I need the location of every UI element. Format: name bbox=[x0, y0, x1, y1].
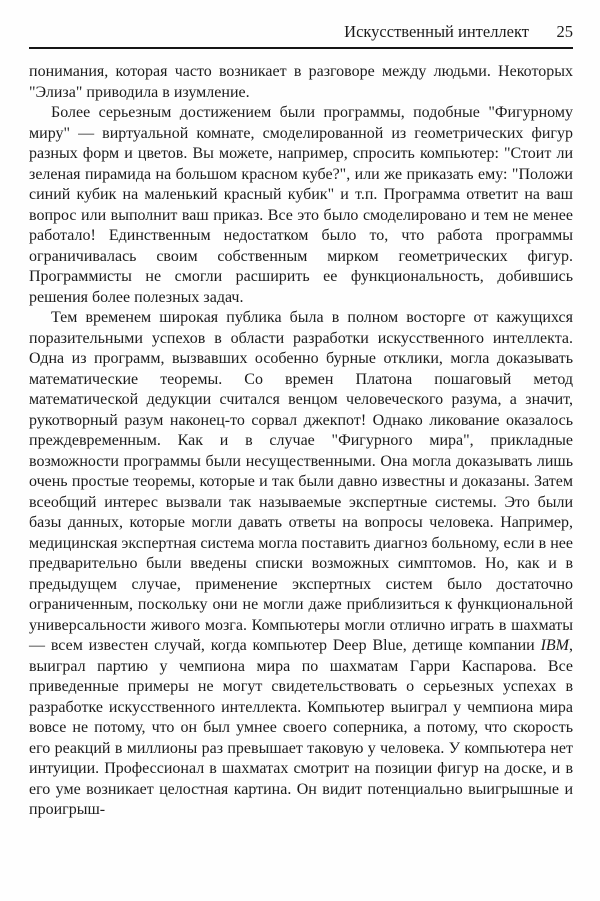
paragraph bbox=[29, 103, 573, 308]
text-run: Тем временем широкая публика была в полном восторге от кажущихся поразительными успехов в области разработки искусственного интеллекта. Одна из программ, вызвавших особенно бурные отклики, могла доказывать математические теоремы. Со времен Платона пошаговый метод математической дедукции считался венцом человеческого разума, а значит, рукотворный разум наконец-то сорвал джекпот! Однако ликование оказалось преждевременным. Как и в случае "Фигурного мира", прикладные возможности программы были несущественными. Она могла доказывать лишь очень простые теоремы, которые и так были давно известны и доказаны. Затем всеобщий интерес вызвали так называемые экспертные системы. Это были базы данных, которые могли давать ответы на вопросы человека. Например, медицинская экспертная система могла поставить диагноз больному, если в нее предварительно были введены списки возможных симптомов. Но, как и в предыдущем случае, применение экспертных систем было достаточно ограниченным, поскольку они не могли даже приблизиться к функциональной универсальности живого мозга. Компьютеры могли отлично играть в шахматы — всем известен случай, когда компьютер Deep Blue, детище компании bbox=[29, 309, 573, 654]
page-header bbox=[29, 22, 573, 47]
paragraph bbox=[29, 308, 573, 821]
header-rule bbox=[29, 47, 573, 49]
running-title: Искусственный интеллект bbox=[344, 22, 529, 41]
text-block bbox=[29, 62, 573, 821]
paragraph bbox=[29, 62, 573, 103]
italic-text-run: IBM bbox=[540, 637, 569, 654]
text-run: Более серьезным достижением были программы, подобные "Фигурному миру" — виртуальной комнате, смоделированной из геометрических фигур разных форм и цветов. Вы можете, например, спросить компьютер: "Стоит ли зеленая пирамида на большом красном кубе?", или же приказать ему: "Положи синий кубик на маленький красный кубик" и т.п. Программа ответит на ваш вопрос или выполнит ваш приказ. Все это было смоделировано и тем не менее работало! Единственным недостатком было то, что работа программы ограничивалась своим собственным мирком геометрических фигур. Программисты не смогли расширить ее функциональность, добившись решения более полезных задач. bbox=[29, 104, 573, 306]
text-run: понимания, которая часто возникает в разговоре между людьми. Некоторых "Элиза" приводила в изумление. bbox=[29, 63, 573, 101]
page-number: 25 bbox=[556, 22, 573, 41]
text-run: , выиграл партию у чемпиона мира по шахматам Гарри Каспарова. Все приведенные примеры не могут свидетельствовать о серьезных успехах в разработке искусственного интеллекта. Компьютер выиграл у чемпиона мира вовсе не потому, что он был умнее своего соперника, а потому, что скорость его реакций в миллионы раз превышает таковую у человека. У компьютера нет интуиции. Профессионал в шахматах смотрит на позиции фигур на доске, и в его уме возникает целостная картина. Он видит потенциально выигрышные и проигрыш- bbox=[29, 637, 573, 818]
